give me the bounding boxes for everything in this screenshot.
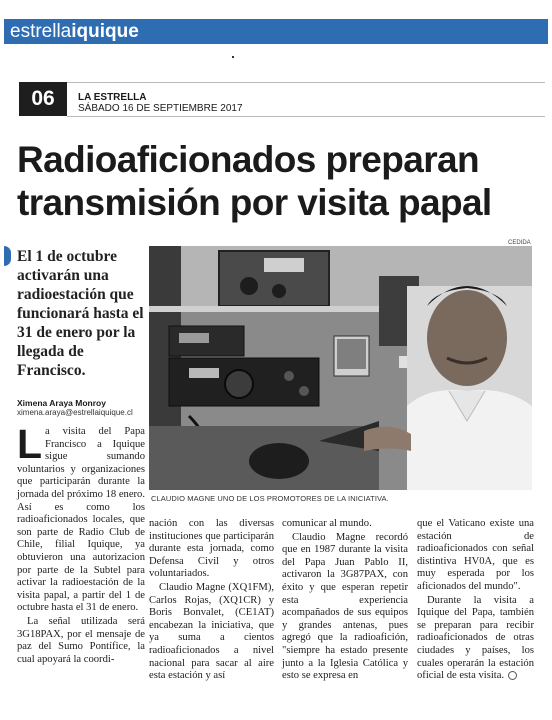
paragraph: que el Vaticano existe una estación de radioaficionados con señal distintiva HV0A, que es muy esperada por los aficionados del mundo". (417, 518, 534, 592)
article-summary: El 1 de octubre activarán una radioestación que funcionará hasta el 31 de enero por la llegada de Francisco. (17, 248, 144, 379)
summary-marker (4, 246, 11, 266)
end-of-article-icon (508, 671, 517, 680)
paragraph: Claudio Magne (XQ1FM), Carlos Rojas, (XQ1CR) y Boris Bonvalet, (CE1AT) encabezan la iniciativa, que ya suma a cientos radioaficionados a nivel nacional para sacar al aire esta estación y así (149, 581, 274, 682)
photo-credit: CEDIDA (508, 240, 531, 246)
article-photo (149, 246, 532, 490)
brand-logo[interactable]: estrellaiquique (10, 21, 139, 42)
radio-station-photo (149, 246, 532, 490)
publication-date: SÁBADO 16 DE SEPTIEMBRE 2017 (78, 103, 243, 114)
headline-line-1: Radioaficionados preparan (17, 139, 479, 180)
publication-name: LA ESTRELLA (78, 92, 147, 103)
author-email[interactable]: ximena.araya@estrellaiquique.cl (17, 408, 133, 417)
headline-line-2: transmisión por visita papal (17, 182, 492, 223)
column-4 (417, 518, 534, 684)
header-rule-bottom (67, 116, 545, 117)
paragraph: Claudio Magne recordó que en 1987 durante la visita del Papa Juan Pablo II, activaron la 3G87PAX, con éxito y que esperan repetir esta experiencia acompañados de sus equipos y grandes antenas, pues agregó que la radioafición, "siempre ha estado presente junto a la Iglesia Católica y esto se expresa en (282, 531, 408, 682)
paragraph: comunicar al mundo. (282, 518, 372, 529)
paragraph: Durante la visita a Iquique del Papa, también se preparan para recibir radioaficionados de otras ciudades y países, los cuales operarán la estación oficial de esta visita. (417, 594, 534, 682)
headline (17, 138, 547, 224)
drop-cap: L (17, 421, 43, 467)
column-3 (282, 518, 408, 684)
header-rule-top (67, 82, 545, 83)
photo-caption: CLAUDIO MAGNE UNO DE LOS PROMOTORES DE LA INICIATIVA. (151, 494, 389, 503)
page-number: 06 (19, 82, 67, 116)
column-2 (149, 518, 274, 684)
paragraph: La señal utilizada será 3G18PAX, por el mensaje de paz del Sumo Pontífice, la cual apoyará la coordi- (17, 615, 145, 665)
paragraph: La visita del Papa Francisco a Iquique sigue sumando voluntarios y organizaciones que participarán durante la jornada del próximo 18 enero. Así es como los radioaficionados locales, que son parte de Radio Club de Chile, filial Iquique, ya obtuvieron una autorizacion por parte de la Subtel para activar la radioestación de la visita papal, a partir del 1 de octubre hasta el 31 de enero. (17, 421, 145, 614)
masthead-bar (4, 19, 548, 44)
paragraph: nación con las diversas instituciones que participarán durante esta jornada, como Defensa Civil y otros voluntariados. (149, 518, 274, 580)
column-1 (17, 421, 145, 667)
speck (232, 56, 234, 58)
author-name: Ximena Araya Monroy (17, 398, 106, 408)
